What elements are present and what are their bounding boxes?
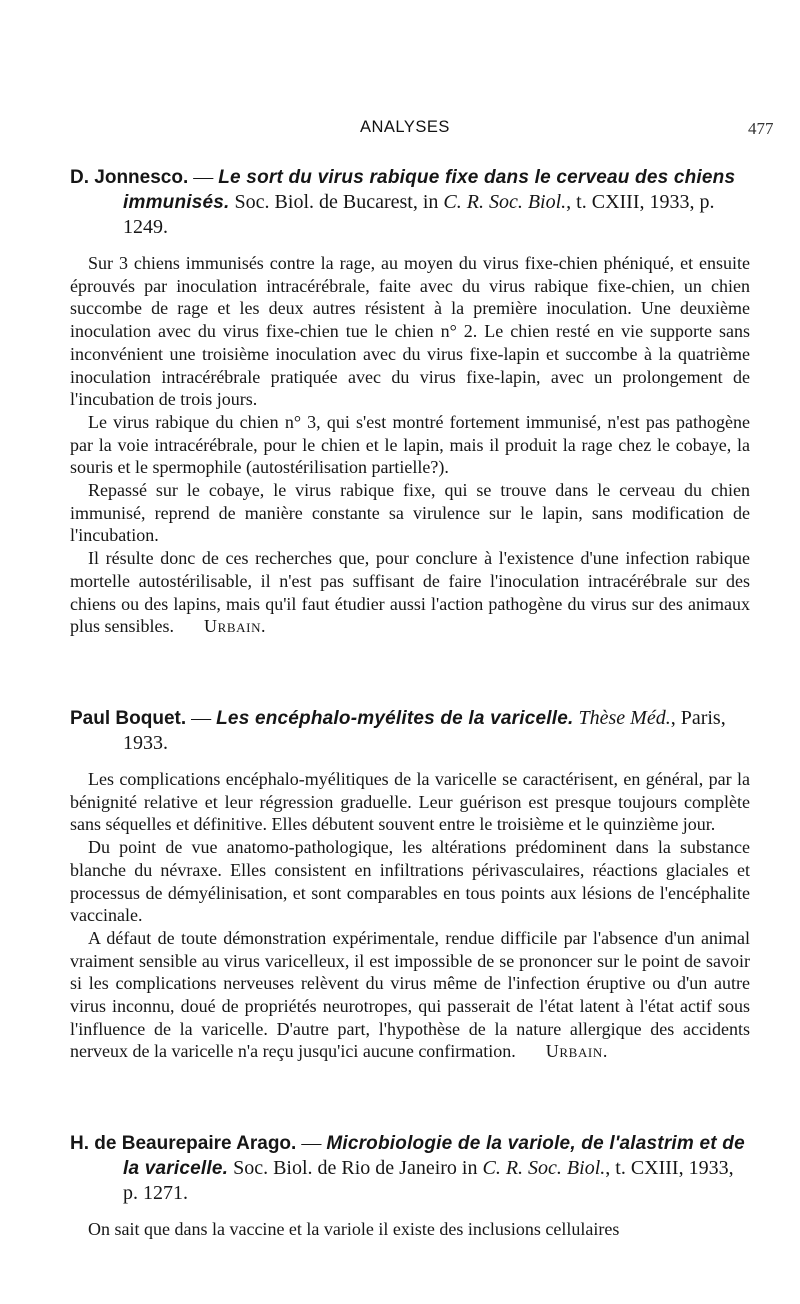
author: D. Jonnesco. bbox=[70, 167, 189, 188]
entry-heading bbox=[70, 1131, 750, 1206]
paragraph: On sait que dans la vaccine et la variole il existe des inclusions cellulaires bbox=[88, 1219, 620, 1239]
dash: — bbox=[186, 707, 217, 729]
running-title: ANALYSES bbox=[360, 118, 450, 136]
abstract-entry bbox=[70, 706, 750, 1063]
paragraph: Repassé sur le cobaye, le virus rabique fixe, qui se trouve dans le cerveau du chien immunisé, reprend de manière constante sa virulence sur le lapin, sans modification de l'incubation. bbox=[70, 480, 750, 546]
source-journal: Thèse Méd. bbox=[578, 707, 671, 729]
source-journal: C. R. Soc. Biol. bbox=[482, 1157, 606, 1179]
paragraph bbox=[70, 927, 750, 1063]
article-title: Le sort du virus rabique fixe dans le cerveau des chiens immunisés. bbox=[123, 167, 736, 213]
paragraph-text: Il résulte donc de ces recherches que, pour conclure à l'existence d'une infection rabique mortelle autostérilisable, il n'est pas suffisant de faire l'inoculation intracérébrale sur des chiens ou des lapins, mais qu'il faut étudier aussi l'action pathogène du virus sur des animaux plus sensibles. bbox=[70, 548, 750, 637]
source-journal: C. R. Soc. Biol. bbox=[443, 191, 567, 213]
page-header bbox=[0, 118, 800, 142]
author: Paul Boquet. bbox=[70, 708, 187, 729]
abstract-entry bbox=[70, 1131, 750, 1241]
source-details: , t. CXIII, 1933, p. 1249. bbox=[123, 191, 715, 238]
paragraph-text: A défaut de toute démonstration expérimentale, rendue difficile par l'absence d'un animal vraiment sensible au virus varicelleux, il est impossible de se prononcer sur le point de savoir si les complications nerveuses relèvent du virus même de l'infection éruptive ou d'un autre virus inconnu, doué de propriétés neurotropes, qui passerait de l'état latent à l'état actif sous l'influence de la varicelle. D'autre part, l'hypothèse de la nature allergique des accidents nerveux de la varicelle n'a reçu jusqu'ici aucune confirmation. bbox=[70, 927, 750, 1062]
paragraph: Sur 3 chiens immunisés contre la rage, au moyen du virus fixe-chien phéniqué, et ensuite éprouvés par inoculation intracérébrale, faite avec du virus rabique fixe-chien, un chien succombe de rage et les deux autres résistent à la première inoculation. Une deuxième inoculation avec du virus fixe-chien tue le chien n° 2. Le chien resté en vie supporte sans inconvénient une troisième inoculation avec du virus fixe-lapin et succombe à la quatrième inoculation intracérébrale pratiquée avec du virus fixe-lapin, avec un prolongement de l'incubation de trois jours. bbox=[70, 253, 750, 410]
paragraph: Du point de vue anatomo-pathologique, les altérations prédominent dans la substance blanche du névraxe. Elles consistent en infiltrations périvasculaires, réactions glaciales et processus de démyélinisation, et sont comparables en tous points aux lésions de l'encéphalite vaccinale. bbox=[70, 837, 750, 926]
page-number: 477 bbox=[748, 119, 774, 138]
dash: — bbox=[188, 166, 219, 188]
source-details: , Paris, 1933. bbox=[123, 707, 726, 754]
entry-heading bbox=[70, 706, 750, 756]
source-details: , t. CXIII, 1933, p. 1271. bbox=[123, 1157, 734, 1204]
signature: Urbain. bbox=[204, 616, 267, 637]
author: H. de Beaurepaire Arago. bbox=[70, 1133, 297, 1154]
source: Soc. Biol. de Bucarest, in bbox=[229, 191, 444, 213]
abstract-entry bbox=[70, 165, 750, 638]
paragraph bbox=[70, 547, 750, 638]
paragraph: Les complications encéphalo-myélitiques de la varicelle se caractérisent, en général, par la bénignité relative et leur régression graduelle. Leur guérison est presque toujours complète sans séquelles et définitive. Elles débutent souvent entre le troisième et le quinzième jour. bbox=[70, 769, 750, 835]
entry-heading bbox=[70, 165, 750, 240]
dash: — bbox=[296, 1132, 327, 1154]
signature: Urbain. bbox=[545, 1041, 608, 1062]
source: Soc. Biol. de Rio de Janeiro in bbox=[228, 1157, 483, 1179]
article-title: Les encéphalo-myélites de la varicelle. bbox=[216, 708, 574, 729]
article-title: Microbiologie de la variole, de l'alastrim et de la varicelle. bbox=[123, 1133, 745, 1179]
paragraph: Le virus rabique du chien n° 3, qui s'est montré fortement immunisé, n'est pas pathogène par la voie intracérébrale, pour le chien et le lapin, mais il produit la rage chez le cobaye, la souris et le spermophile (autostérilisation partielle?). bbox=[70, 411, 750, 478]
